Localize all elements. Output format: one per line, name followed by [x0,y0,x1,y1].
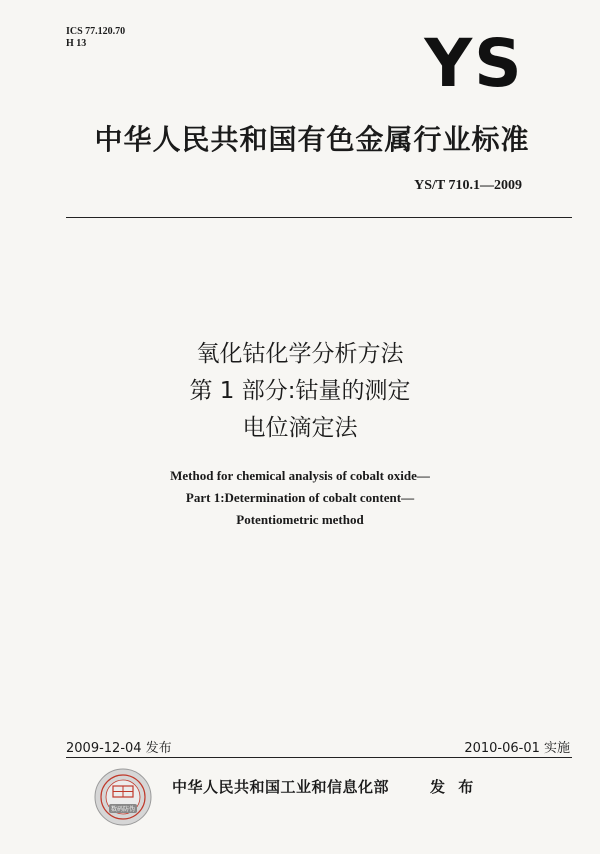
issuing-authority: 中华人民共和国工业和信息化部 [172,778,390,796]
issue-label: 发 布 [430,778,478,796]
en-title-line2: Part 1:Determination of cobalt content— [185,490,415,505]
standard-number: YS/T 710.1—2009 [414,178,522,193]
cn-title-line2: 第 1 部分:钴量的测定 [189,378,411,404]
seal-label: 数码防伪 [110,806,136,813]
anti-counterfeit-seal [94,768,152,826]
ics-code: ICS 77.120.70 [66,26,126,37]
ys-logo [408,34,540,90]
cn-title-line3: 电位滴定法 [242,415,358,441]
implement-date: 2010-06-01 实施 [464,741,570,756]
en-title-line3: Potentiometric method [236,512,364,527]
top-divider [66,217,572,218]
cn-title-line1: 氧化钴化学分析方法 [196,341,404,367]
publisher-title: 中华人民共和国有色金属行业标准 [94,123,530,156]
ys-logo-text: YS [424,34,524,90]
bottom-divider [66,757,572,758]
ccs-code: H 13 [66,38,87,49]
classification-codes [66,26,125,50]
issue-date: 2009-12-04 发布 [66,741,172,756]
en-title-line1: Method for chemical analysis of cobalt oxide— [170,468,430,483]
